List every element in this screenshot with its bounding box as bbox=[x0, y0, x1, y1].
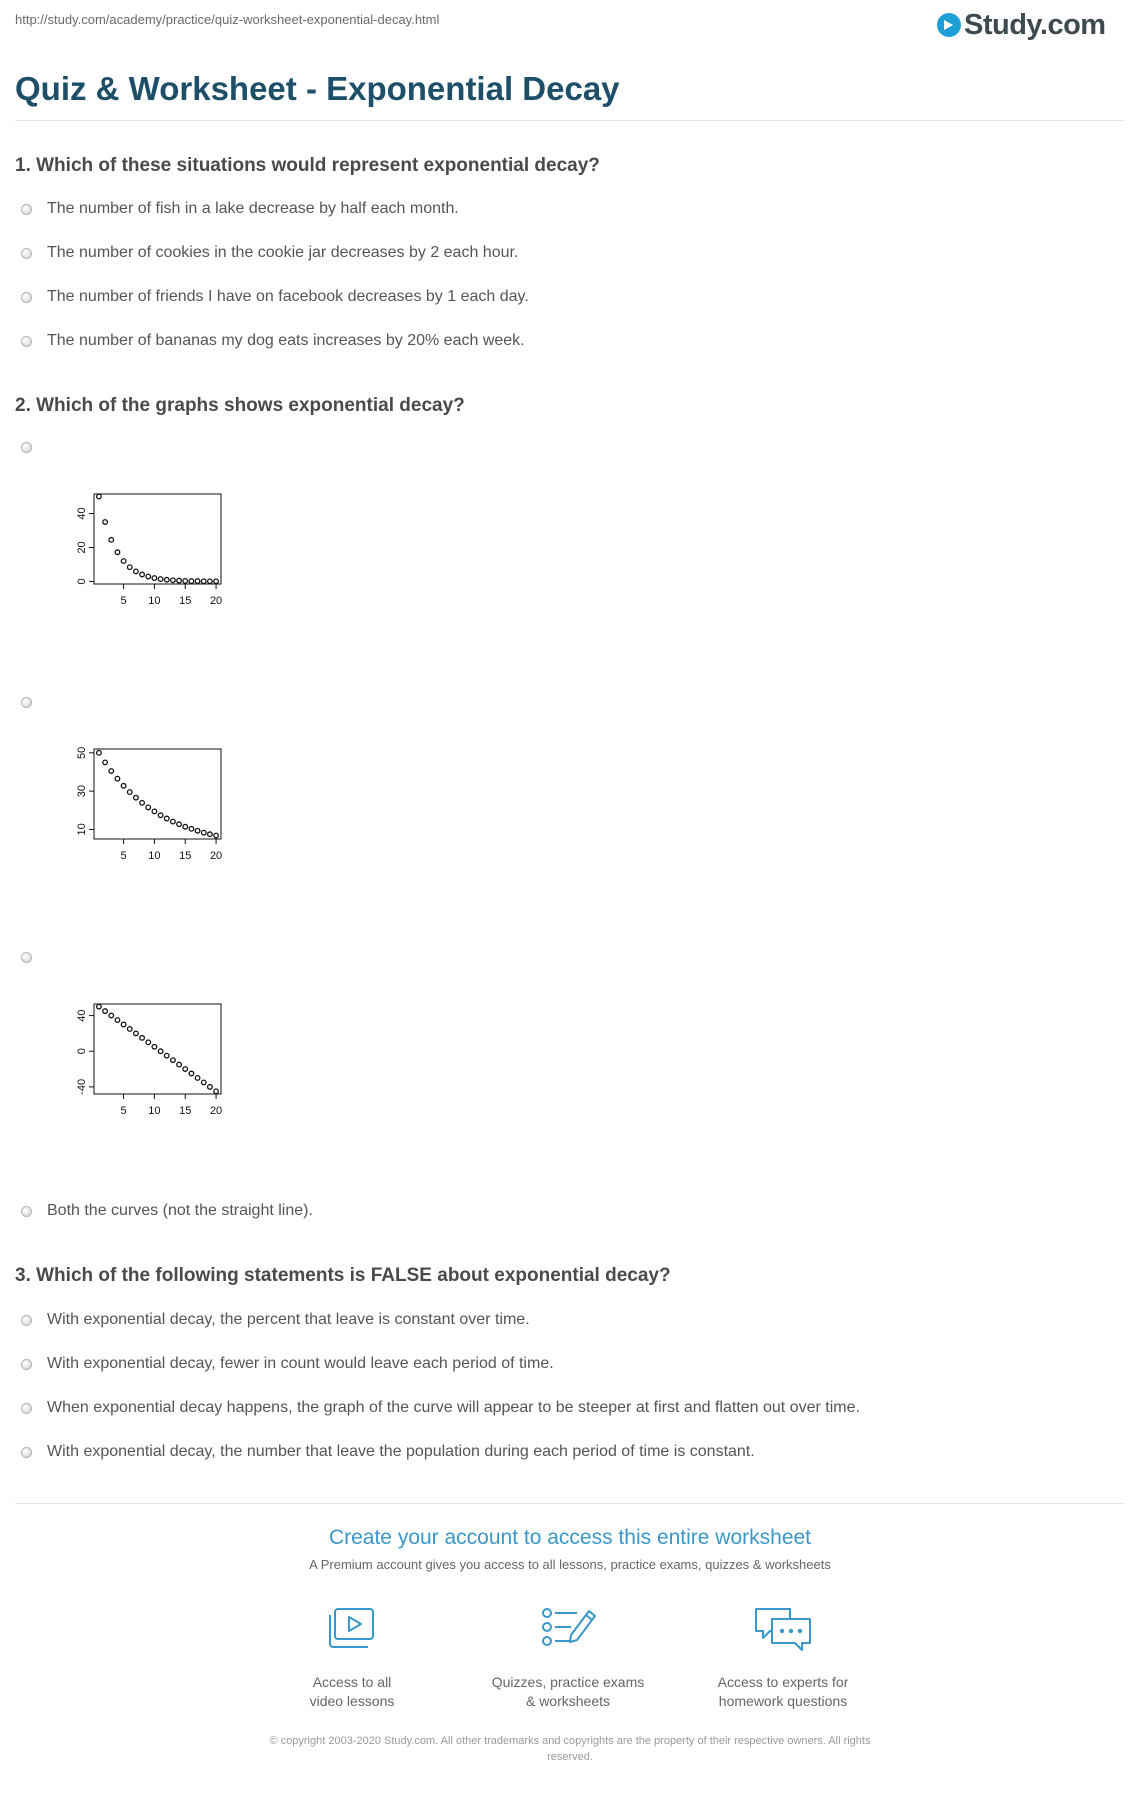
radio-button[interactable] bbox=[21, 292, 32, 303]
radio-button[interactable] bbox=[21, 952, 32, 963]
radio-button[interactable] bbox=[21, 336, 32, 347]
radio-button[interactable] bbox=[21, 204, 32, 215]
feature-label-line1: Quizzes, practice exams bbox=[491, 1674, 645, 1690]
q2-graph-3 bbox=[70, 995, 270, 1140]
data-point bbox=[140, 1036, 145, 1041]
data-point bbox=[195, 828, 200, 833]
radio-button[interactable] bbox=[21, 1359, 32, 1370]
option-text: With exponential decay, the percent that leave is constant over time. bbox=[47, 1311, 530, 1328]
data-point bbox=[134, 1031, 139, 1036]
radio-button[interactable] bbox=[21, 442, 32, 453]
data-point bbox=[152, 576, 157, 581]
option-text: With exponential decay, fewer in count would leave each period of time. bbox=[47, 1355, 554, 1372]
y-tick-label: 30 bbox=[76, 785, 88, 798]
feature-experts[interactable] bbox=[683, 1605, 883, 1711]
data-point bbox=[183, 579, 188, 584]
data-point bbox=[109, 538, 114, 543]
q2-graph-2 bbox=[70, 740, 270, 885]
data-point bbox=[127, 565, 132, 570]
radio-button[interactable] bbox=[21, 1206, 32, 1217]
cta-divider bbox=[15, 1503, 1124, 1504]
logo-text: Study.com bbox=[964, 8, 1106, 41]
data-point bbox=[146, 805, 151, 810]
data-point bbox=[103, 520, 108, 525]
feature-label-line2: & worksheets bbox=[525, 1693, 611, 1709]
option-text: Both the curves (not the straight line). bbox=[47, 1202, 313, 1219]
study-logo[interactable] bbox=[937, 8, 1106, 42]
q2-option-3[interactable] bbox=[21, 952, 32, 963]
x-tick-label: 15 bbox=[179, 850, 192, 862]
copyright-notice bbox=[210, 1733, 930, 1765]
y-tick-label: 0 bbox=[76, 1048, 88, 1055]
feature-label-line1: Access to all bbox=[312, 1674, 392, 1690]
data-point bbox=[115, 1018, 120, 1023]
x-tick-label: 5 bbox=[120, 595, 127, 607]
data-point bbox=[171, 819, 176, 824]
chat-bubbles-icon bbox=[752, 1605, 814, 1653]
data-point bbox=[109, 769, 114, 774]
data-point bbox=[177, 822, 182, 827]
option-text: The number of friends I have on facebook decreases by 1 each day. bbox=[47, 288, 529, 305]
q3-option-3[interactable] bbox=[21, 1399, 860, 1417]
linear-decline-plot bbox=[70, 995, 270, 1135]
video-lessons-icon bbox=[321, 1605, 383, 1653]
page-url: http://study.com/academy/practice/quiz-worksheet-exponential-decay.html bbox=[15, 12, 440, 27]
data-point bbox=[121, 559, 126, 564]
data-point bbox=[146, 574, 151, 579]
data-point bbox=[127, 1027, 132, 1032]
q1-option-4[interactable] bbox=[21, 332, 525, 350]
x-tick-label: 10 bbox=[148, 1105, 161, 1117]
data-point bbox=[134, 795, 139, 800]
x-tick-label: 5 bbox=[120, 850, 127, 862]
data-point bbox=[140, 801, 145, 806]
title-divider bbox=[15, 120, 1124, 121]
data-point bbox=[115, 550, 120, 555]
exponential-decay-fast-plot bbox=[70, 485, 270, 625]
q2-option-1[interactable] bbox=[21, 442, 32, 453]
data-point bbox=[201, 579, 206, 584]
data-point bbox=[208, 1085, 213, 1090]
x-tick-label: 10 bbox=[148, 850, 161, 862]
y-tick-label: 0 bbox=[76, 578, 88, 585]
data-point bbox=[201, 830, 206, 835]
data-point bbox=[195, 579, 200, 584]
question-1: 1. Which of these situations would represent exponential decay? bbox=[15, 155, 600, 176]
q1-option-3[interactable] bbox=[21, 288, 529, 306]
q2-option-2[interactable] bbox=[21, 697, 32, 708]
q3-option-4[interactable] bbox=[21, 1443, 755, 1461]
option-text: The number of cookies in the cookie jar decreases by 2 each hour. bbox=[47, 244, 519, 261]
data-point bbox=[208, 832, 213, 837]
data-point bbox=[152, 809, 157, 814]
option-text: When exponential decay happens, the graph of the curve will appear to be steeper at first and flatten out over time. bbox=[47, 1399, 860, 1416]
data-point bbox=[195, 1076, 200, 1081]
data-point bbox=[183, 1067, 188, 1072]
option-text: With exponential decay, the number that leave the population during each period of time is constant. bbox=[47, 1443, 755, 1460]
data-point bbox=[164, 577, 169, 582]
x-tick-label: 10 bbox=[148, 595, 161, 607]
exponential-decay-slow-plot bbox=[70, 740, 270, 880]
data-point bbox=[171, 578, 176, 583]
plot-frame bbox=[94, 749, 221, 839]
data-point bbox=[164, 1053, 169, 1058]
x-tick-label: 15 bbox=[179, 1105, 192, 1117]
data-point bbox=[121, 1022, 126, 1027]
data-point bbox=[164, 816, 169, 821]
data-point bbox=[189, 1071, 194, 1076]
x-tick-label: 15 bbox=[179, 595, 192, 607]
radio-button[interactable] bbox=[21, 248, 32, 259]
data-point bbox=[177, 578, 182, 583]
data-point bbox=[183, 824, 188, 829]
x-tick-label: 20 bbox=[209, 1105, 223, 1117]
y-tick-label: -40 bbox=[76, 1078, 88, 1095]
y-tick-label: 10 bbox=[76, 823, 88, 836]
play-logo-icon bbox=[937, 13, 961, 37]
data-point bbox=[158, 1049, 163, 1054]
data-point bbox=[97, 1004, 102, 1009]
feature-label-line2: video lessons bbox=[309, 1693, 395, 1709]
question-2: 2. Which of the graphs shows exponential decay? bbox=[15, 395, 465, 416]
quiz-checklist-icon bbox=[537, 1605, 599, 1653]
feature-label-line1: Access to experts for bbox=[717, 1674, 849, 1690]
data-point bbox=[214, 579, 219, 584]
data-point bbox=[97, 494, 102, 499]
data-point bbox=[201, 1080, 206, 1085]
data-point bbox=[152, 1044, 157, 1049]
data-point bbox=[109, 1013, 114, 1018]
feature-video-lessons[interactable] bbox=[252, 1605, 452, 1711]
data-point bbox=[115, 776, 120, 781]
data-point bbox=[158, 813, 163, 818]
data-point bbox=[121, 783, 126, 788]
data-point bbox=[146, 1040, 151, 1045]
y-tick-label: 20 bbox=[76, 541, 88, 554]
data-point bbox=[214, 1089, 219, 1094]
data-point bbox=[189, 827, 194, 832]
feature-quizzes[interactable] bbox=[468, 1605, 668, 1711]
copyright-line2: reserved. bbox=[547, 1751, 593, 1763]
feature-label-line2: homework questions bbox=[718, 1693, 848, 1709]
data-point bbox=[189, 579, 194, 584]
q3-option-1[interactable] bbox=[21, 1311, 530, 1329]
copyright-line1: © copyright 2003-2020 Study.com. All other trademarks and copyrights are the property of their respective owners. All rights bbox=[269, 1735, 871, 1747]
data-point bbox=[103, 760, 108, 765]
data-point bbox=[103, 1009, 108, 1014]
cta-subtitle: A Premium account gives you access to all lessons, practice exams, quizzes & worksheets bbox=[309, 1557, 831, 1572]
data-point bbox=[127, 790, 132, 795]
radio-button[interactable] bbox=[21, 1315, 32, 1326]
y-tick-label: 50 bbox=[76, 746, 88, 759]
data-point bbox=[140, 572, 145, 577]
cta-title[interactable]: Create your account to access this entire worksheet bbox=[328, 1526, 812, 1549]
q1-option-2[interactable] bbox=[21, 244, 518, 262]
y-tick-label: 40 bbox=[76, 507, 88, 520]
data-point bbox=[97, 751, 102, 756]
radio-button[interactable] bbox=[21, 1447, 32, 1458]
data-point bbox=[134, 569, 139, 574]
option-text: The number of fish in a lake decrease by half each month. bbox=[47, 200, 459, 217]
question-3: 3. Which of the following statements is FALSE about exponential decay? bbox=[15, 1265, 671, 1286]
x-tick-label: 5 bbox=[120, 1105, 127, 1117]
q2-option-4[interactable] bbox=[21, 1202, 313, 1220]
page-title: Quiz & Worksheet - Exponential Decay bbox=[15, 70, 620, 107]
x-tick-label: 20 bbox=[209, 595, 223, 607]
data-point bbox=[208, 579, 213, 584]
x-tick-label: 20 bbox=[209, 850, 223, 862]
q2-graph-1 bbox=[70, 485, 270, 630]
q3-option-2[interactable] bbox=[21, 1355, 554, 1373]
data-point bbox=[158, 577, 163, 582]
q1-option-1[interactable] bbox=[21, 200, 459, 218]
data-point bbox=[171, 1058, 176, 1063]
radio-button[interactable] bbox=[21, 697, 32, 708]
data-point bbox=[177, 1062, 182, 1067]
y-tick-label: 40 bbox=[76, 1009, 88, 1022]
data-point bbox=[214, 833, 219, 838]
option-text: The number of bananas my dog eats increases by 20% each week. bbox=[47, 332, 525, 349]
radio-button[interactable] bbox=[21, 1403, 32, 1414]
